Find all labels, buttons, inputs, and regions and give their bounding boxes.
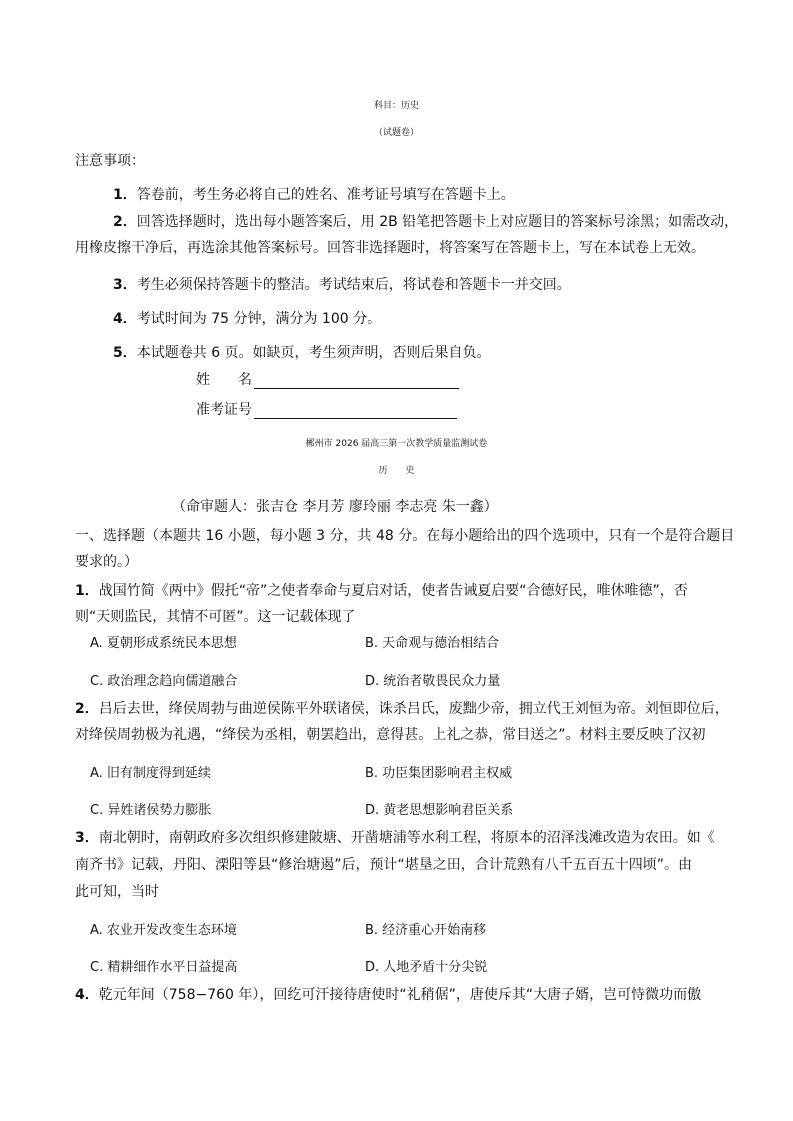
id-label: 准考证号 [196, 402, 252, 418]
id-blank[interactable] [254, 404, 457, 419]
question-text: 乾元年间（758−760 年），回纥可汗接待唐使时“礼稍倨”，唐使斥其“大唐子婿，岂可恃微功而傲 [98, 987, 702, 1003]
paper-type: （试题卷） [373, 128, 419, 138]
question-text: 战国竹简《两中》假托“帝”之使者奉命与夏启对话，使者告诫夏启要“合德好民，唯休唯德”，否 [98, 583, 688, 599]
notice-text: 答卷前，考生务必将自己的姓名、准考证号填写在答题卡上。 [136, 187, 515, 203]
question-num: 1． [75, 583, 99, 599]
notice-title: 注意事项： [75, 153, 145, 169]
notice-text: 本试题卷共 6 页。如缺页，考生须声明，否则后果自负。 [136, 345, 491, 361]
exam-subject: 历 史 [378, 466, 415, 476]
q2-option-c[interactable]: C. 异姓诸侯势力膨胀 [90, 803, 212, 818]
notice-item-3 [113, 276, 571, 294]
subject-heading: 科目：历史 [373, 101, 419, 111]
q2-option-a[interactable]: A. 旧有制度得到延续 [90, 766, 211, 781]
notice-num: 4． [113, 311, 137, 327]
id-field[interactable] [196, 401, 457, 419]
question-3-line-2: 南齐书》记载，丹阳、溧阳等县“修治塘遏”后，预计“堪垦之田，合计荒熟有八千五百五十四顷”。由 [75, 857, 693, 873]
name-blank[interactable] [254, 374, 459, 389]
exam-authors: （命审题人：张吉仓 李月芳 廖玲丽 李志亮 朱一鑫） [172, 499, 498, 515]
question-1-line-2: 则“天则监民，其情不可匿”。这一记载体现了 [75, 609, 356, 625]
notice-item-5 [113, 344, 491, 362]
notice-num: 3． [113, 277, 137, 293]
question-text: 吕后去世，绛侯周勃与曲逆侯陈平外联诸侯，诛杀吕氏，废黜少帝，拥立代王刘恒为帝。刘恒即位后， [98, 701, 729, 717]
question-num: 3． [75, 830, 99, 846]
notice-item-1 [113, 186, 515, 204]
q1-option-b[interactable]: B. 天命观与德治相结合 [365, 636, 500, 651]
name-field[interactable] [196, 371, 459, 389]
exam-title: 郴州市 2026 届高三第一次教学质量监测试卷 [305, 439, 488, 449]
q1-option-d[interactable]: D. 统治者敬畏民众力量 [365, 674, 501, 689]
q1-option-a[interactable]: A. 夏朝形成系统民本思想 [90, 636, 237, 651]
q3-option-d[interactable]: D. 人地矛盾十分尖锐 [365, 960, 488, 975]
notice-num: 1． [113, 187, 137, 203]
q3-option-b[interactable]: B. 经济重心开始南移 [365, 923, 487, 938]
q2-option-d[interactable]: D. 黄老思想影响君臣关系 [365, 803, 514, 818]
question-2-line-2: 对绛侯周勃极为礼遇，“绛侯为丞相，朝罢趋出，意得甚。上礼之恭，常目送之”。材料主要反映了汉初 [75, 727, 706, 743]
question-3-line-1 [75, 829, 715, 847]
question-3-line-3: 此可知，当时 [75, 884, 159, 900]
question-2-line-1 [75, 700, 729, 718]
notice-num: 5． [113, 345, 137, 361]
q2-option-b[interactable]: B. 功臣集团影响君主权威 [365, 766, 513, 781]
name-label: 姓 名 [196, 372, 252, 388]
notice-item-4 [113, 310, 381, 328]
notice-item-2-cont: 用橡皮擦干净后，再选涂其他答案标号。回答非选择题时，将答案写在答题卡上，写在本试卷上无效。 [75, 240, 705, 256]
notice-text: 回答选择题时，选出每小题答案后，用 2B 铅笔把答题卡上对应题目的答案标号涂黑；如需改动， [136, 214, 739, 230]
section-instruction-1: 一、选择题（本题共 16 小题，每小题 3 分，共 48 分。在每小题给出的四个选项中，只有一个是符合题目 [75, 528, 735, 544]
question-4-line-1 [75, 986, 701, 1004]
question-1-line-1 [75, 582, 688, 600]
section-instruction-2: 要求的。） [75, 554, 138, 570]
question-num: 4． [75, 987, 99, 1003]
q3-option-c[interactable]: C. 精耕细作水平日益提高 [90, 960, 238, 975]
q3-option-a[interactable]: A. 农业开发改变生态环境 [90, 923, 237, 938]
notice-text: 考试时间为 75 分钟，满分为 100 分。 [136, 311, 382, 327]
question-text: 南北朝时，南朝政府多次组织修建陂塘、开凿塘浦等水利工程，将原本的沼泽浅滩改造为农田。如《 [98, 830, 715, 846]
question-num: 2． [75, 701, 99, 717]
notice-num: 2． [113, 214, 137, 230]
notice-text: 考生必须保持答题卡的整洁。考试结束后，将试卷和答题卡一并交回。 [136, 277, 571, 293]
q1-option-c[interactable]: C. 政治理念趋向儒道融合 [90, 674, 238, 689]
notice-item-2 [113, 213, 738, 231]
